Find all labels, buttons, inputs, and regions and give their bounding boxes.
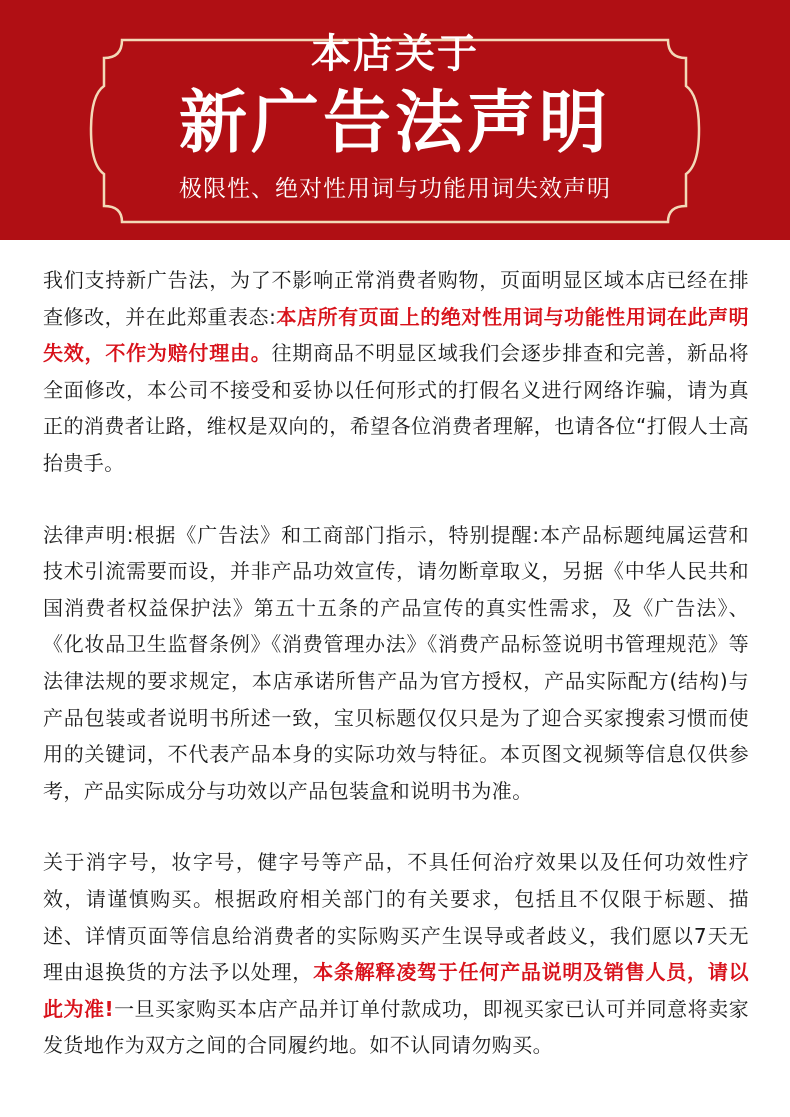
paragraph-text: 法律声明:根据《广告法》和工商部门指示，特别提醒:本产品标题纯属运营和技术引流需要而设，并非产品功效宣传，请勿断章取义，另据《中华人民共和国消费者权益保护法》第五十五条的产品宣传的真实性需求，及《广告法》、《化妆品卫生监督条例》《消费管理办法》《消费产品标签说明书管理规范》等法律法规的要求规定，本店承诺所售产品为官方授权，产品实际配方(结构)与产品包装或者说明书所述一致，宝贝标题仅仅只是为了迎合买家搜索习惯而使用的关键词，不代表产品本身的实际功效与特征。本页图文视频等信息仅供参考，产品实际成分与功效以产品包装盒和说明书为准。 [43,522,749,803]
paragraph-product-notice [43,844,749,1064]
header-banner [0,0,790,240]
declaration-body [43,262,749,1099]
highlighted-statement: 本店所有页面上的绝对性用词与功能性用词在此声明失效，不作为赔付理由。 [43,304,750,366]
paragraph-ad-law-support [43,262,749,482]
banner-subtitle: 极限性、绝对性用词与功能用词失效声明 [179,176,611,202]
paragraph-text: 我们支持新广告法，为了不影响正常消费者购物，页面明显区域本店已经在排查修改，并在此郑重表态: [43,268,749,329]
paragraph-text: 往期商品不明显区域我们会逐步排查和完善，新品将全面修改，本公司不接受和妥协以任何形式的打假名义进行网络诈骗，请为真正的消费者让路，维权是双向的，希望各位消费者理解，也请各位“打假人士高抬贵手。 [43,341,749,475]
banner-title-large: 新广告法声明 [178,84,611,163]
banner-title-small: 本店关于 [311,31,479,77]
paragraph-legal-statement [43,517,749,810]
paragraph-text: 关于消字号，妆字号，健字号等产品，不具任何治疗效果以及任何功效性疗效，请谨慎购买。根据政府相关部门的有关要求，包括且不仅限于标题、描述、详情页面等信息给消费者的实际购买产生误导或者歧义，我们愿以7天无理由退换货的方法予以处理， [43,850,749,985]
highlighted-statement: 本条解释凌驾于任何产品说明及销售人员，请以此为准! [43,960,750,1021]
paragraph-text: 一旦买家购买本店产品并订单付款成功，即视买家已认可并同意将卖家发货地作为双方之间的合同履约地。如不认同请勿购买。 [43,996,749,1058]
